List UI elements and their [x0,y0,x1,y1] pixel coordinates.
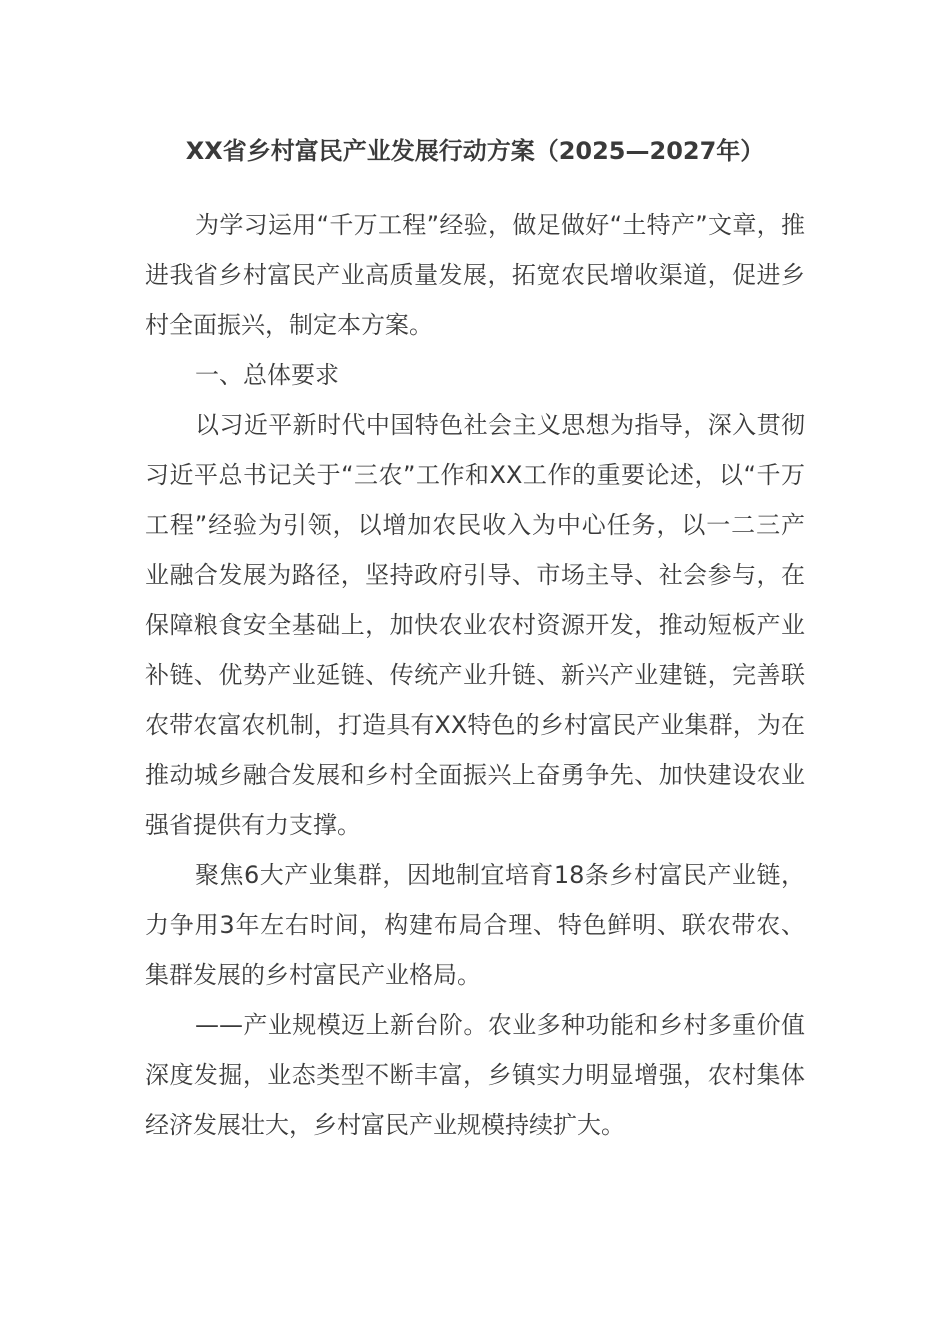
document-title: XX省乡村富民产业发展行动方案（2025—2027年） [185,137,765,165]
guiding-principle-paragraph: 以习近平新时代中国特色社会主义思想为指导，深入贯彻习近平总书记关于“三农”工作和XX工作的重要论述，以“千万工程”经验为引领，以增加农民收入为中心任务，以一二三产业融合发展为路径，坚持政府引导、市场主导、社会参与，在保障粮食安全基础上，加快农业农村资源开发，推动短板产业补链、优势产业延链、传统产业升链、新兴产业建链，完善联农带农富农机制，打造具有XX特色的乡村富民产业集群，为在推动城乡融合发展和乡村全面振兴上奋勇争先、加快建设农业强省提供有力支撑。 [145,411,805,839]
goals-paragraph: 聚焦6大产业集群，因地制宜培育18条乡村富民产业链，力争用3年左右时间，构建布局合理、特色鲜明、联农带农、集群发展的乡村富民产业格局。 [145,861,805,989]
industry-scale-paragraph: ——产业规模迈上新台阶。农业多种功能和乡村多重价值深度发掘，业态类型不断丰富，乡镇实力明显增强，农村集体经济发展壮大，乡村富民产业规模持续扩大。 [145,1011,805,1139]
intro-paragraph: 为学习运用“千万工程”经验，做足做好“土特产”文章，推进我省乡村富民产业高质量发展，拓宽农民增收渠道，促进乡村全面振兴，制定本方案。 [145,211,805,339]
document-body [145,200,805,1150]
section-heading-general-requirements: 一、总体要求 [195,361,339,389]
